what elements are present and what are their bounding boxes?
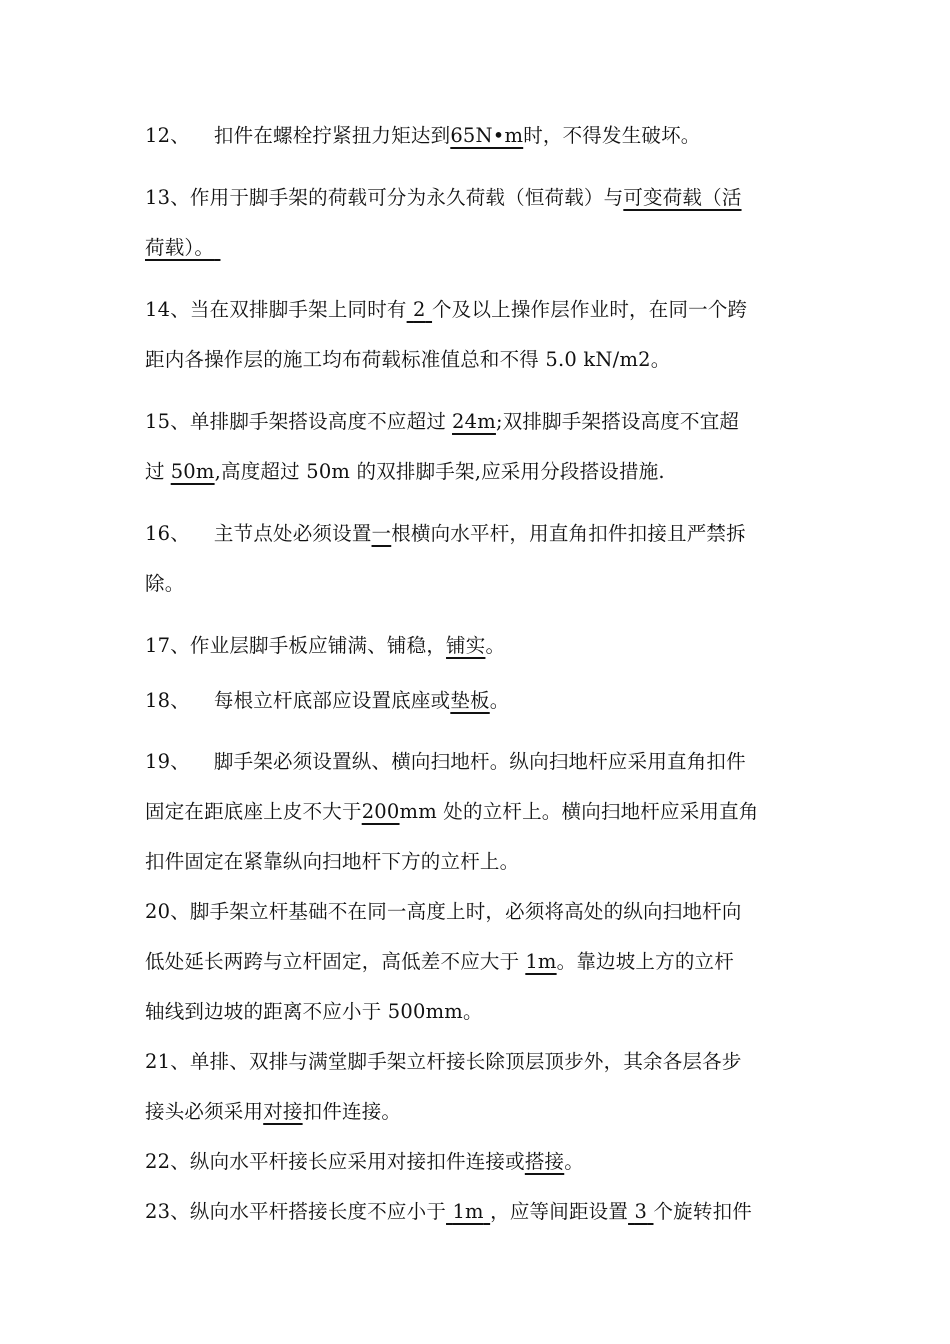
item-text: 当在双排脚手架上同时有 xyxy=(189,298,407,321)
item-20 xyxy=(145,900,815,924)
item-15-line2 xyxy=(145,460,815,484)
answer-blank: 24m xyxy=(452,410,496,433)
item-text: 时，不得发生破坏。 xyxy=(523,124,701,147)
item-text: 接头必须采用 xyxy=(145,1100,264,1123)
answer-blank-trailing xyxy=(214,236,234,260)
item-number: 22、 xyxy=(145,1150,190,1173)
item-text: ,高度超过 50m 的双排脚手架,应采用分段搭设措施. xyxy=(214,460,665,483)
item-19 xyxy=(145,750,815,774)
item-text: 脚手架立杆基础不在同一高度上时，必须将高处的纵向扫地杆向 xyxy=(189,900,742,923)
item-text: 除。 xyxy=(145,572,185,595)
item-14 xyxy=(145,298,815,322)
item-number: 13、 xyxy=(145,186,190,209)
item-21 xyxy=(145,1050,815,1074)
item-text: 纵向水平杆接长应采用对接扣件连接或 xyxy=(189,1150,525,1173)
item-12 xyxy=(145,124,815,148)
item-text: 每根立杆底部应设置底座或 xyxy=(213,689,451,712)
item-text: 过 xyxy=(145,460,165,483)
item-21-line2 xyxy=(145,1100,815,1124)
item-text: ，应等间距设置 xyxy=(490,1200,629,1223)
item-20-line2 xyxy=(145,950,815,974)
item-text: 。 xyxy=(485,634,506,657)
item-19-line2 xyxy=(145,800,815,824)
item-17 xyxy=(145,634,815,658)
answer-blank: 荷载）。 xyxy=(145,236,215,259)
item-15 xyxy=(145,410,815,434)
answer-blank: 3 xyxy=(634,1200,648,1223)
item-number: 18、 xyxy=(145,689,190,712)
answer-blank: 2 xyxy=(413,298,426,321)
item-text: 单排脚手架搭设高度不应超过 xyxy=(189,410,447,433)
item-number: 14、 xyxy=(145,298,190,321)
item-text: 脚手架必须设置纵、横向扫地杆。纵向扫地杆应采用直角扣件 xyxy=(213,750,746,773)
item-text: 距内各操作层的施工均布荷载标准值总和不得 5.0 kN/m2。 xyxy=(145,348,671,371)
item-text: 根横向水平杆，用直角扣件扣接且严禁拆 xyxy=(391,522,746,545)
answer-blank: 1m xyxy=(452,1200,484,1223)
item-text: 轴线到边坡的距离不应小于 500mm。 xyxy=(145,1000,483,1023)
item-18 xyxy=(145,689,815,713)
item-number: 23、 xyxy=(145,1200,190,1223)
item-number: 20、 xyxy=(145,900,190,923)
answer-blank: 1m xyxy=(525,950,557,973)
answer-blank: 一 xyxy=(371,522,392,545)
item-text: 作用于脚手架的荷载可分为永久荷载（恒荷载）与 xyxy=(189,186,624,209)
item-13-line2 xyxy=(145,236,815,260)
item-text: 。 xyxy=(489,689,510,712)
answer-blank: 搭接 xyxy=(524,1150,565,1173)
item-text: ;双排脚手架搭设高度不宜超 xyxy=(495,410,740,433)
item-13 xyxy=(145,186,815,210)
item-number: 12、 xyxy=(145,124,190,147)
item-text: 扣件连接。 xyxy=(302,1100,402,1123)
item-14-line2 xyxy=(145,348,815,372)
item-16-line2 xyxy=(145,572,815,596)
item-number: 19、 xyxy=(145,750,190,773)
item-number: 21、 xyxy=(145,1050,190,1073)
answer-blank: 50m xyxy=(170,460,215,483)
item-20-line3 xyxy=(145,1000,815,1024)
item-number: 16、 xyxy=(145,522,190,545)
answer-blank: 对接 xyxy=(263,1100,303,1123)
item-text: 。 xyxy=(564,1150,584,1173)
item-text: 扣件在螺栓拧紧扭力矩达到 xyxy=(213,124,451,147)
item-text: 低处延长两跨与立杆固定，高低差不应大于 xyxy=(145,950,520,973)
item-number: 15、 xyxy=(145,410,190,433)
item-number: 17、 xyxy=(145,634,190,657)
item-23 xyxy=(145,1200,815,1224)
item-text: 作业层脚手板应铺满、铺稳， xyxy=(189,634,447,657)
item-text: 个及以上操作层作业时，在同一个跨 xyxy=(432,298,748,321)
item-19-line3 xyxy=(145,850,815,874)
item-text: 固定在距底座上皮不大于 xyxy=(145,800,362,823)
item-22 xyxy=(145,1150,815,1174)
answer-blank: 200 xyxy=(361,800,400,823)
answer-blank: 铺实 xyxy=(446,634,486,657)
answer-blank: 可变荷载（活 xyxy=(623,186,742,209)
item-text: 主节点处必须设置 xyxy=(213,522,372,545)
item-text: mm 处的立杆上。横向扫地杆应采用直角 xyxy=(399,800,759,823)
item-text: 扣件固定在紧靠纵向扫地杆下方的立杆上。 xyxy=(145,850,520,873)
item-text: 个旋转扣件 xyxy=(653,1200,752,1223)
item-text: 。靠边坡上方的立杆 xyxy=(556,950,734,973)
answer-blank: 65N•m xyxy=(450,124,524,147)
item-text: 单排、双排与满堂脚手架立杆接长除顶层顶步外，其余各层各步 xyxy=(189,1050,742,1073)
answer-blank: 垫板 xyxy=(450,689,490,712)
item-16 xyxy=(145,522,815,546)
item-text: 纵向水平杆搭接长度不应小于 xyxy=(189,1200,447,1223)
